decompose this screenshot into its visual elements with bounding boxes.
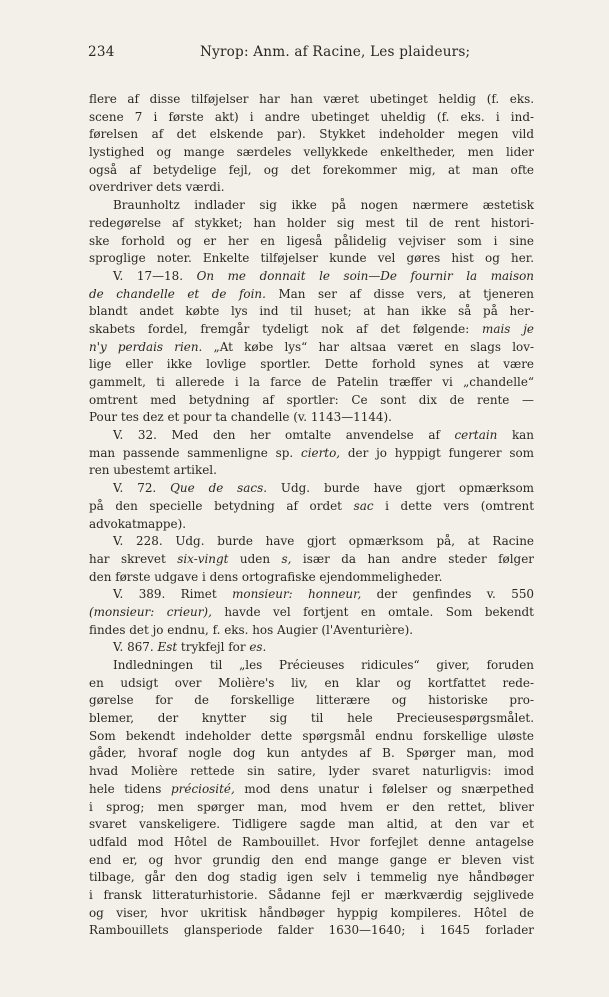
text-line: ren ubestemt artikel.	[89, 463, 217, 478]
text-line: tilbage, går den dog stadig igen selv i temmelig nye håndbøger	[89, 870, 534, 885]
text-line: hvad Molière rettede sin satire, lyder svaret naturligvis: imod	[89, 764, 534, 779]
text-line: og viser, hvor ukritisk håndbøger hyppig kompileres. Hôtel de	[89, 905, 534, 920]
text-line: hele tidens préciosité, mod dens unatur i følelser og snærpethed	[89, 781, 534, 796]
text-line: blemer, der knytter sig til hele Precieusespørgsmålet.	[89, 711, 534, 726]
text-line: Pour tes dez et pour ta chandelle (v. 1143—1144).	[89, 410, 392, 425]
text-line: gåder, hvoraf nogle dog kun antydes af B. Spørger man, mod	[89, 746, 534, 761]
text-line: V. 867. Est trykfejl for es.	[113, 640, 267, 655]
text-line: lige eller ikke lovlige sportler. Dette forhold synes at være	[89, 357, 534, 372]
text-line: end er, og hvor grundig den end mange gange er bleven vist	[89, 852, 534, 867]
text-line: i sprog; men spørger man, mod hvem er den rettet, bliver	[89, 799, 534, 814]
text-line: skabets fordel, fremgår tydeligt nok af det følgende: mais je	[89, 321, 534, 336]
text-line: førelsen af det elskende par). Stykket indeholder megen vild	[89, 127, 534, 142]
text-line: V. 228. Udg. burde have gjort opmærksom på, at Racine	[113, 534, 534, 549]
text-line: redegørelse af stykket; han holder sig mest til de rent histori-	[89, 215, 534, 230]
text-line: findes det jo endnu, f. eks. hos Augier (l'Aventurière).	[89, 622, 414, 637]
text-line: den første udgave i dens ortografiske ejendommeligheder.	[89, 569, 443, 584]
text-line: sproglige noter. Enkelte tilføjelser kunde vel gøres hist og her.	[89, 251, 534, 266]
text-line: i fransk litteraturhistorie. Sådanne fejl er mærkværdig sejglivede	[89, 887, 534, 902]
body-text	[89, 91, 534, 940]
text-line: en udsigt over Molière's liv, en klar og kortfattet rede-	[89, 675, 534, 690]
text-line: man passende sammenligne sp. cierto, der jo hyppigt fungerer som	[89, 445, 534, 460]
text-line: overdriver dets værdi.	[89, 180, 225, 195]
text-line: advokatmappe).	[89, 516, 187, 531]
text-line: gørelse for de forskellige litterære og historiske pro-	[89, 693, 534, 708]
text-line: Rambouillets glansperiode falder 1630—1640; i 1645 forlader	[89, 923, 534, 938]
text-line: V. 17—18. On me donnait le soin—De fournir la maison	[113, 268, 534, 283]
text-line: gammelt, ti allerede i la farce de Patelin træffer vi „chandelle“	[89, 375, 534, 389]
text-line: svaret vanskeligere. Tidligere sagde man altid, at den var et	[89, 817, 534, 832]
text-line: lystighed og mange særdeles vellykkede enkeltheder, men lider	[89, 145, 534, 160]
text-line: Indledningen til „les Précieuses ridicules“ giver, foruden	[113, 658, 534, 672]
running-head: Nyrop: Anm. af Racine, Les plaideurs;	[200, 44, 471, 60]
text-line: har skrevet six-vingt uden s, især da han andre steder følger	[89, 551, 534, 566]
page-header	[88, 44, 534, 66]
text-line: ske forhold og er her en ligeså pålidelig vejviser som i sine	[89, 233, 534, 248]
text-line: Som bekendt indeholder dette spørgsmål endnu forskellige uløste	[89, 728, 534, 743]
text-line: omtrent med betydning af sportler: Ce sont dix de rente —	[89, 392, 534, 407]
text-line: på den specielle betydning af ordet sac i dette vers (omtrent	[89, 498, 534, 513]
text-line: flere af disse tilføjelser har han været ubetinget heldig (f. eks.	[89, 92, 534, 106]
text-line: blandt andet købte lys ind til huset; at han ikke så på her-	[89, 304, 534, 319]
text-line: V. 389. Rimet monsieur: honneur, der genfindes v. 550	[113, 587, 535, 602]
text-line: n'y perdais rien. „At købe lys“ har altsaa været en slags lov-	[89, 339, 534, 354]
text-line: også af betydelige fejl, og det forekommer mig, at man ofte	[89, 162, 534, 177]
text-line: V. 72. Que de sacs. Udg. burde have gjort opmærksom	[113, 481, 535, 496]
text-line: (monsieur: crieur), havde vel fortjent en omtale. Som bekendt	[89, 604, 534, 619]
text-line: scene 7 i første akt) i andre ubetinget uheldig (f. eks. i ind-	[89, 109, 534, 124]
page-number: 234	[88, 44, 115, 60]
text-line: Braunholtz indlader sig ikke på nogen nærmere æstetisk	[113, 198, 534, 213]
text-line: V. 32. Med den her omtalte anvendelse af certain kan	[113, 428, 534, 443]
text-line: de chandelle et de foin. Man ser af disse vers, at tjeneren	[89, 286, 534, 301]
text-line: udfald mod Hôtel de Rambouillet. Hvor forfejlet denne antagelse	[89, 834, 534, 849]
